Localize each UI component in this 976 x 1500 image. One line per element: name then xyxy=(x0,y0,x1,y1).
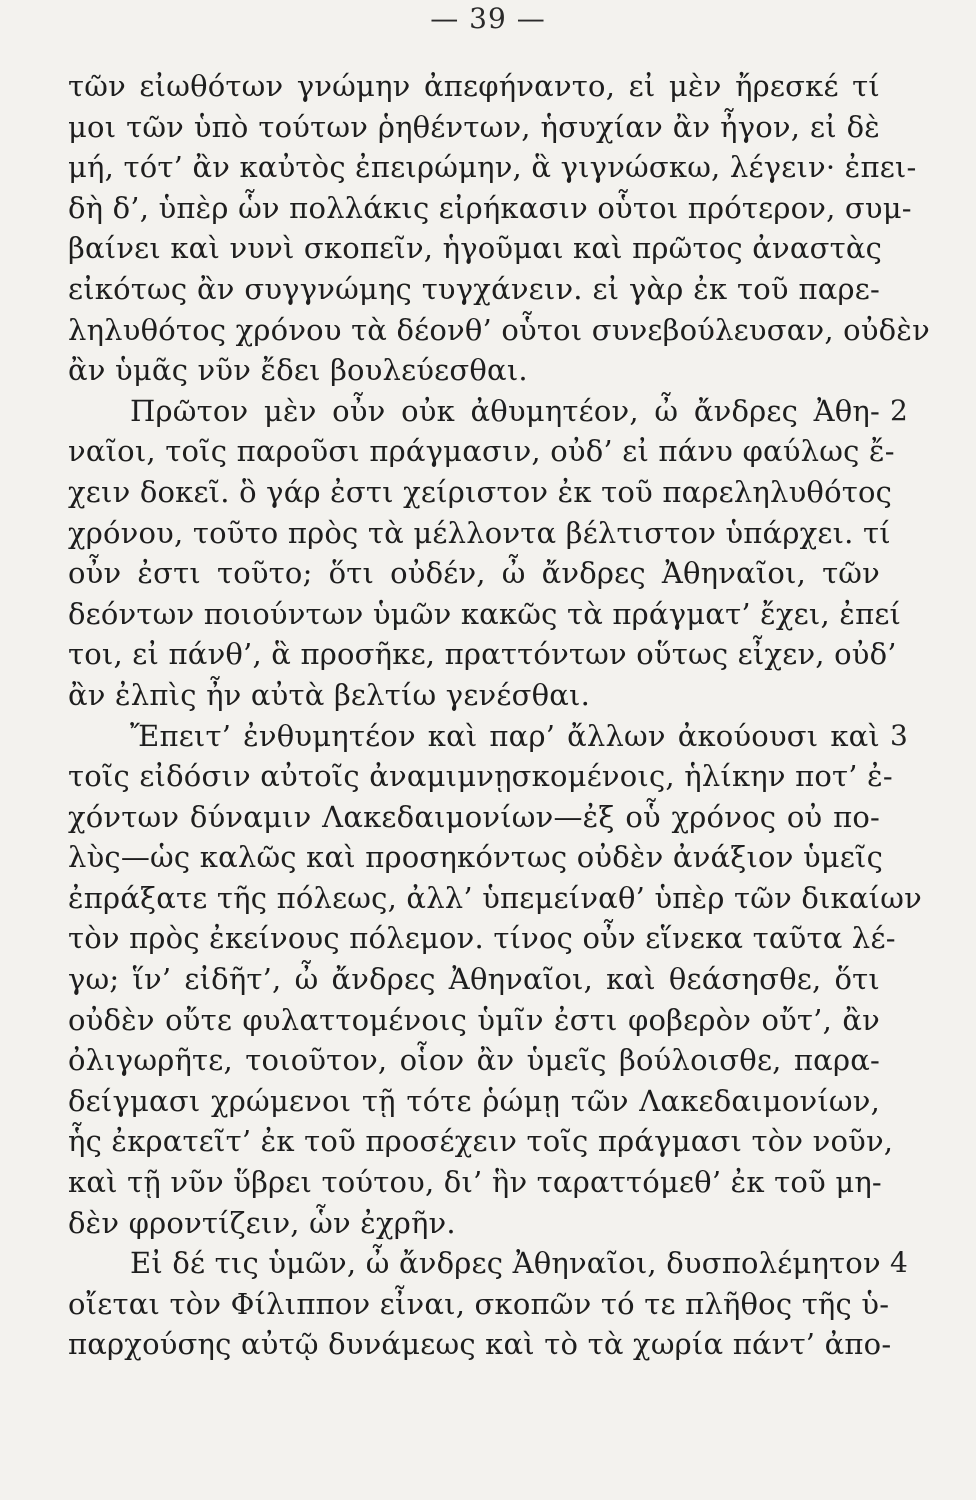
text-line: χόντων δύναμιν Λακεδαιμονίων—ἐξ οὗ χρόνος οὐ πο- xyxy=(68,799,880,834)
paragraph-4 xyxy=(68,1243,909,1365)
text-line-content: Εἰ δέ τις ὑμῶν, ὦ ἄνδρες Ἀθηναῖοι, δυσπολέμητον xyxy=(130,1246,881,1281)
text-line: τὸν πρὸς ἐκείνους πόλεμον. τίνος οὖν εἵνεκα ταῦτα λέ- xyxy=(68,921,896,956)
section-number: 2 xyxy=(890,393,909,427)
text-line: δείγμασι χρώμενοι τῇ τότε ῥώμῃ τῶν Λακεδαιμονίων, xyxy=(68,1083,880,1118)
text-line xyxy=(68,716,909,757)
text-line: δεόντων ποιούντων ὑμῶν κακῶς τὰ πράγματ’ ἔχει, ἐπεί xyxy=(68,596,902,631)
text-line: λὺς—ὡς καλῶς καὶ προσηκόντως οὐδὲν ἀνάξιον ὑμεῖς xyxy=(68,840,884,875)
text-line: ἐπράξατε τῆς πόλεως, ἀλλ’ ὑπεμείναθ’ ὑπὲρ τῶν δικαίων xyxy=(68,880,922,915)
page-number: — 39 — xyxy=(430,2,546,35)
text-line: ἧς ἐκρατεῖτ’ ἐκ τοῦ προσέχειν τοῖς πράγμασι τὸν νοῦν, xyxy=(68,1124,894,1159)
text-line: ὀλιγωρῆτε, τοιοῦτον, οἷον ἂν ὑμεῖς βούλοισθε, παρα- xyxy=(68,1043,880,1078)
text-line-content: Ἔπειτ’ ἐνθυμητέον καὶ παρ’ ἄλλων ἀκούουσι καὶ xyxy=(130,718,880,753)
text-line xyxy=(68,391,909,432)
text-line: ἂν ὑμᾶς νῦν ἔδει βουλεύεσθαι. xyxy=(68,353,528,388)
text-line: παρχούσης αὐτῷ δυνάμεως καὶ τὸ τὰ χωρία πάντ’ ἀπο- xyxy=(68,1327,892,1362)
text-line: εἰκότως ἂν συγγνώμης τυγχάνειν. εἰ γὰρ ἐκ τοῦ παρε- xyxy=(68,271,880,306)
paragraph-1 xyxy=(68,66,930,391)
text-line-content: Πρῶτον μὲν οὖν οὐκ ἀθυμητέον, ὦ ἄνδρες Ἀθη- xyxy=(130,393,880,428)
text-line: ναῖοι, τοῖς παροῦσι πράγμασιν, οὐδ’ εἰ πάνυ φαύλως ἔ- xyxy=(68,434,895,469)
text-line: τοι, εἰ πάνθ’, ἃ προσῆκε, πραττόντων οὕτως εἶχεν, οὐδ’ xyxy=(68,637,897,672)
section-number: 3 xyxy=(890,718,909,752)
paragraph-2 xyxy=(68,391,909,716)
text-line: οὖν ἐστι τοῦτο; ὅτι οὐδέν, ὦ ἄνδρες Ἀθηναῖοι, τῶν xyxy=(68,556,880,591)
text-line: ἂν ἐλπὶς ἦν αὐτὰ βελτίω γενέσθαι. xyxy=(68,677,591,712)
text-line: χειν δοκεῖ. ὃ γάρ ἐστι χείριστον ἐκ τοῦ παρεληλυθότος xyxy=(68,474,893,509)
text-line: καὶ τῇ νῦν ὕβρει τούτου, δι’ ἣν ταραττόμεθ’ ἐκ τοῦ μη- xyxy=(68,1165,882,1200)
section-number: 4 xyxy=(890,1246,909,1280)
text-line: χρόνου, τοῦτο πρὸς τὰ μέλλοντα βέλτιστον ὑπάρχει. τί xyxy=(68,515,891,550)
text-line: ληλυθότος χρόνου τὰ δέονθ’ οὗτοι συνεβούλευσαν, οὐδὲν xyxy=(68,312,930,347)
text-line: μοι τῶν ὑπὸ τούτων ῥηθέντων, ἡσυχίαν ἂν ἦγον, εἰ δὲ xyxy=(68,109,880,144)
text-line: μή, τότ’ ἂν καὐτὸς ἐπειρώμην, ἃ γιγνώσκω, λέγειν· ἐπει- xyxy=(68,150,917,185)
text-line: οὐδὲν οὔτε φυλαττομένοις ὑμῖν ἐστι φοβερὸν οὔτ’, ἂν xyxy=(68,1002,880,1037)
text-line: δὴ δ’, ὑπὲρ ὧν πολλάκις εἰρήκασιν οὗτοι πρότερον, συμ- xyxy=(68,190,912,225)
text-line: δὲν φροντίζειν, ὧν ἐχρῆν. xyxy=(68,1205,456,1240)
paragraph-3 xyxy=(68,716,922,1244)
text-line: βαίνει καὶ νυνὶ σκοπεῖν, ἡγοῦμαι καὶ πρῶτος ἀναστὰς xyxy=(68,231,883,266)
text-line: τοῖς εἰδόσιν αὐτοῖς ἀναμιμνῃσκομένοις, ἡλίκην ποτ’ ἐ- xyxy=(68,759,893,794)
text-block xyxy=(68,66,930,1365)
text-line xyxy=(68,1243,909,1284)
text-line: γω; ἵν’ εἰδῆτ’, ὦ ἄνδρες Ἀθηναῖοι, καὶ θεάσησθε, ὅτι xyxy=(68,962,880,997)
text-line: τῶν εἰωθότων γνώμην ἀπεφήναντο, εἰ μὲν ἤρεσκέ τί xyxy=(68,69,880,103)
text-line: οἴεται τὸν Φίλιππον εἶναι, σκοπῶν τό τε πλῆθος τῆς ὑ- xyxy=(68,1286,890,1321)
